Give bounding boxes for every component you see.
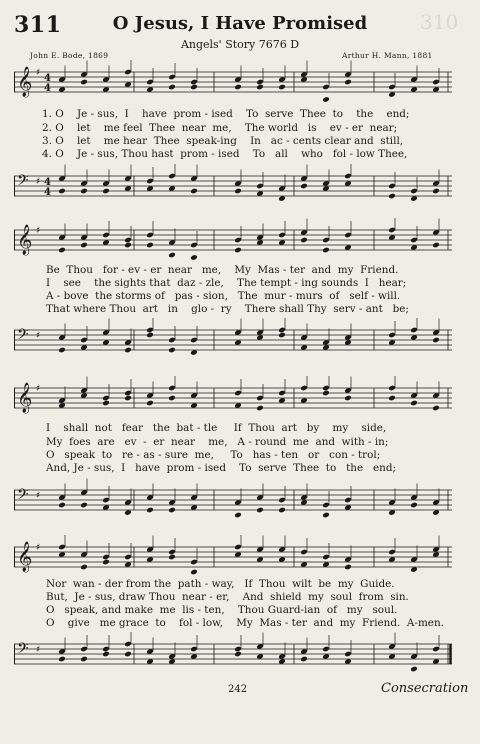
note-head [256,84,264,90]
note-head [190,254,198,260]
lyric-line: O speak, and make me lis - ten, Thou Guard-ian of my soul. [46,604,398,616]
composer-credit: Arthur H. Mann, 1881 [342,51,433,60]
note-head [102,395,110,401]
note-head [388,549,396,555]
author-credit: John E. Bode, 1869 [30,51,109,60]
bass-staff-4 [14,632,452,680]
note-head [300,183,308,189]
bass-staff-2 [14,318,452,366]
lyric-line: O give me grace to fol - low, My Mas - ter and my Friend. A-men. [46,617,444,629]
note-head [278,390,286,396]
treble-clef: 𝄞 [17,383,33,413]
note-head [146,400,154,406]
note-head [102,497,110,503]
note-head [168,173,176,179]
note-head [80,242,88,248]
note-head [410,237,418,243]
note-head [58,188,66,194]
note-head [234,237,242,243]
note-head [432,242,440,248]
lyric-line: And, Je - sus, I have prom - ised To serve Thee to the end; [46,462,397,474]
note-head [58,544,66,550]
note-head [278,507,286,513]
note-head [388,183,396,189]
note-head [80,79,88,85]
note-head [58,656,66,662]
note-head [190,79,198,85]
note-head [234,247,242,253]
note-head [58,347,66,353]
lyric-line: A - bove the storms of pas - sion, The mur - murs of self - will. [46,290,401,302]
note-head [102,559,110,565]
note-head [80,646,88,652]
note-head [344,395,352,401]
bass-staff-1 [14,164,452,212]
note-head [322,385,330,391]
note-head [432,405,440,411]
note-head [80,502,88,508]
note-head [322,554,330,560]
bass-clef: 𝄢 [17,172,29,193]
sharp-sign: ♯ [36,491,41,501]
note-head [388,227,396,233]
note-head [168,84,176,90]
note-head [124,237,132,243]
sharp-sign: ♯ [36,226,41,236]
note-head [168,74,176,80]
note-head [146,79,154,85]
hymn-title: O Jesus, I Have Promised [112,13,368,34]
note-head [322,512,330,518]
sharp-sign: ♯ [36,68,41,78]
lyric-line: O speak to re - as - sure me, To has - ten or con - trol; [46,449,381,461]
note-head [168,385,176,391]
note-head [234,390,242,396]
note-head [410,502,418,508]
note-head [344,564,352,570]
note-head [322,390,330,396]
note-head [102,188,110,194]
note-head [278,497,286,503]
note-head [124,347,132,353]
note-head [278,84,286,90]
note-head [168,337,176,343]
note-head [388,84,396,90]
note-head [146,242,154,248]
note-head [146,232,154,238]
note-head [168,347,176,353]
note-head [256,507,264,513]
note-head [234,646,242,652]
note-head [322,237,330,243]
sharp-sign: ♯ [36,645,41,655]
note-head [168,549,176,555]
time-signature: 4 [44,177,51,188]
note-head [102,232,110,238]
note-head [168,395,176,401]
note-head [146,178,154,184]
treble-staff-4 [14,535,452,583]
sharp-sign: ♯ [36,177,41,187]
treble-staff-1 [14,60,452,108]
note-head [322,646,330,652]
note-head [58,247,66,253]
note-head [80,656,88,662]
note-head [344,173,352,179]
note-head [410,400,418,406]
note-head [256,79,264,85]
note-head [322,96,330,102]
note-head [256,405,264,411]
note-head [344,232,352,238]
note-head [300,656,308,662]
lyric-line: 2. O let me feel Thee near me, The world is ev - er near; [42,122,398,134]
note-head [190,242,198,248]
note-head [168,507,176,513]
note-head [344,79,352,85]
note-head [190,646,198,652]
note-head [432,79,440,85]
time-signature: 4 [44,83,51,94]
bass-staff-3 [14,478,452,526]
note-head [388,395,396,401]
treble-clef: 𝄞 [17,225,33,255]
note-head [168,554,176,560]
lyric-line: But, Je - sus, draw Thou near - er, And shield my soul from sin. [46,591,409,603]
lyric-line: My foes are ev - er near me, A - round me and with - in; [46,436,389,448]
lyric-line: That where Thou art in glo - ry There shall Thy serv - ant be; [46,303,409,315]
hymn-number: 311 [14,12,62,38]
note-head [124,395,132,401]
note-head [146,327,154,333]
note-head [146,507,154,513]
note-head [300,549,308,555]
treble-clef: 𝄞 [17,67,33,97]
note-head [278,327,286,333]
note-head [102,651,110,657]
note-head [278,232,286,238]
note-head [234,84,242,90]
bass-clef: 𝄢 [17,486,29,507]
note-head [410,666,418,672]
lyric-line: 3. O let me hear Thee speak-ing In ac - cents clear and still, [42,135,404,147]
tune-name: Angels' Story 7676 D [180,38,300,51]
note-head [234,512,242,518]
note-head [102,646,110,652]
note-head [102,400,110,406]
lyric-line: Nor wan - der from the path - way, If Thou wilt be my Guide. [46,578,395,590]
lyric-line: 4. O Je - sus, Thou hast prom - ised To all who fol - low Thee, [42,148,408,160]
note-head [190,188,198,194]
note-head [410,188,418,194]
note-head [146,332,154,338]
treble-staff-2 [14,218,452,266]
note-head [58,502,66,508]
time-signature: 4 [44,73,51,84]
note-head [388,193,396,199]
note-head [322,247,330,253]
note-head [322,502,330,508]
note-head [80,564,88,570]
note-head [234,544,242,550]
note-head [322,84,330,90]
note-head [102,554,110,560]
note-head [124,390,132,396]
sharp-sign: ♯ [36,384,41,394]
bass-clef: 𝄢 [17,326,29,347]
note-head [388,385,396,391]
note-head [410,327,418,333]
treble-staff-3 [14,376,452,424]
treble-clef: 𝄞 [17,542,33,572]
note-head [190,337,198,343]
note-head [256,395,264,401]
note-head [124,554,132,560]
note-head [80,188,88,194]
note-head [124,69,132,75]
note-head [168,252,176,258]
bass-clef: 𝄢 [17,640,29,661]
note-head [124,641,132,647]
note-head [124,651,132,657]
lyric-line: 1. O Je - sus, I have prom - ised To serve Thee to the end; [42,108,410,120]
lyric-line: I see the sights that daz - zle, The tempt - ing sounds I hear; [46,277,407,289]
note-head [300,237,308,243]
note-head [256,183,264,189]
note-head [190,559,198,565]
note-head [234,188,242,194]
page-number: 242 [228,684,248,695]
note-head [124,242,132,248]
note-head [432,337,440,343]
bleed-through-number: 310 [420,10,459,34]
note-head [432,188,440,194]
note-head [344,497,352,503]
time-signature: 4 [44,187,51,198]
note-head [80,337,88,343]
note-head [300,385,308,391]
note-head [190,84,198,90]
note-head [344,651,352,657]
lyric-line: Be Thou for - ev - er near me, My Mas - ter and my Friend. [46,264,399,276]
section-topic: Consecration [381,681,469,696]
note-head [234,651,242,657]
note-head [278,332,286,338]
note-head [190,569,198,575]
sharp-sign: ♯ [36,331,41,341]
lyric-line: I shall not fear the bat - tle If Thou art by my side, [46,422,387,434]
note-head [388,332,396,338]
sharp-sign: ♯ [36,543,41,553]
note-head [432,646,440,652]
